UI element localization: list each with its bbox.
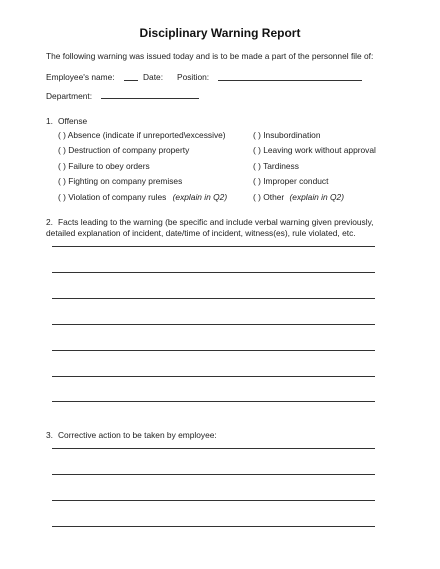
option-label: ( ) Destruction of company property [58, 145, 190, 155]
date-label: Date: [143, 72, 164, 82]
offense-option-violation[interactable] [58, 192, 227, 203]
corrective-answer-line[interactable] [52, 500, 375, 501]
option-label: ( ) Other [253, 192, 285, 202]
employee-name-field[interactable] [124, 80, 138, 81]
facts-answer-line[interactable] [52, 350, 375, 351]
option-label: ( ) Tardiness [253, 161, 299, 171]
offense-option-destruction[interactable] [58, 145, 189, 156]
department-field[interactable] [101, 98, 199, 99]
facts-answer-line[interactable] [52, 376, 375, 377]
facts-answer-line[interactable] [52, 272, 375, 273]
position-field[interactable] [218, 80, 362, 81]
offense-option-fighting[interactable] [58, 176, 182, 187]
position-label: Position: [177, 72, 210, 82]
offense-heading: Offense [58, 116, 88, 126]
employee-name-label: Employee's name: [46, 72, 115, 82]
option-label: ( ) Violation of company rules [58, 192, 167, 202]
facts-answer-line[interactable] [52, 298, 375, 299]
offense-option-other[interactable] [253, 192, 344, 203]
option-label: ( ) Leaving work without approval [253, 145, 376, 155]
offense-option-improper[interactable] [253, 176, 328, 187]
section-1-number: 1. [46, 116, 53, 126]
option-note: (explain in Q2) [289, 192, 344, 202]
option-label: ( ) Fighting on company premises [58, 176, 183, 186]
offense-option-absence[interactable] [58, 130, 226, 141]
facts-line-2: detailed explanation of incident, date/time of incident, witness(es), rule violated, etc. [46, 228, 356, 238]
option-label: ( ) Improper conduct [253, 176, 329, 186]
corrective-answer-line[interactable] [52, 448, 375, 449]
option-note: (explain in Q2) [172, 192, 228, 202]
page-title: Disciplinary Warning Report [139, 26, 301, 40]
option-label: ( ) Failure to obey orders [58, 161, 150, 171]
corrective-answer-line[interactable] [52, 526, 375, 527]
facts-answer-line[interactable] [52, 401, 375, 402]
facts-answer-line[interactable] [52, 324, 375, 325]
offense-option-failure[interactable] [58, 161, 150, 172]
option-label: ( ) Absence (indicate if unreported\excessive) [58, 130, 226, 140]
offense-option-tardiness[interactable] [253, 161, 299, 172]
section-3-number: 3. [46, 430, 53, 440]
offense-option-leaving[interactable] [253, 145, 376, 156]
corrective-action-text: Corrective action to be taken by employee: [58, 430, 217, 440]
corrective-answer-line[interactable] [52, 474, 375, 475]
facts-answer-line[interactable] [52, 246, 375, 247]
facts-line-1: Facts leading to the warning (be specific and include verbal warning given previously, [58, 217, 374, 227]
intro-text: The following warning was issued today and is to be made a part of the personnel file of: [46, 51, 374, 61]
offense-option-insubordination[interactable] [253, 130, 321, 141]
section-2-number: 2. [46, 217, 53, 227]
option-label: ( ) Insubordination [253, 130, 321, 140]
department-label: Department: [46, 91, 93, 101]
